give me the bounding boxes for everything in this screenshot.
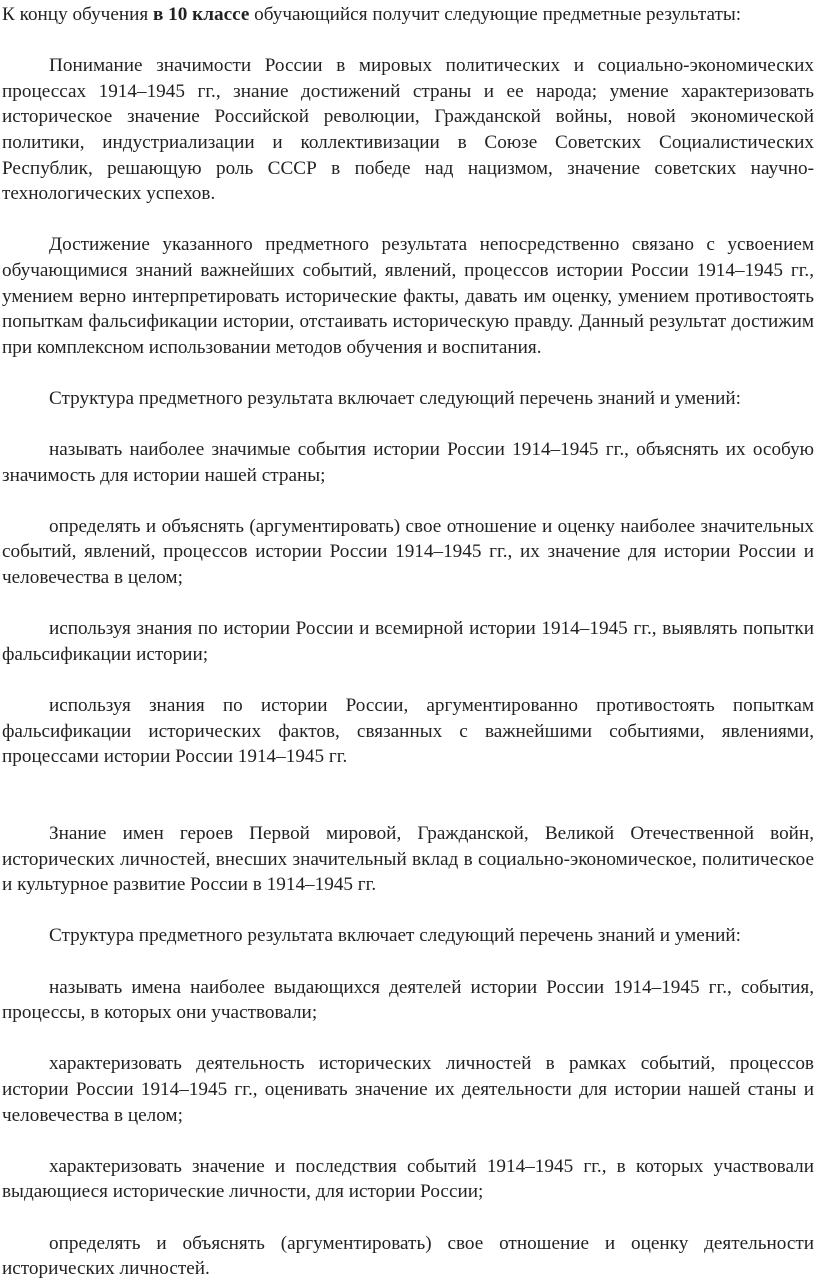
intro-bold-grade: в 10 классе [153,4,250,25]
list-item-counter-falsification: используя знания по истории России, аргументированно противостоять попыткам фальсификации исторических фактов, связанных с важнейшими событиями, явлениями, процессами истории России 1914–1945 гг. [2,695,814,768]
paragraph-structure-heading-1: Структура предметного результата включает следующий перечень знаний и умений: [49,387,741,409]
paragraph-heroes-knowledge: Знание имен героев Первой мировой, Гражданской, Великой Отечественной войн, исторических личностей, внесших значительный вклад в социально-экономическое, политическое и культурное развитие России в 1914–1945 гг. [2,823,814,896]
document-page [2,2,814,1282]
intro-line [2,2,814,28]
list-item-name-events: называть наиболее значимые события истории России 1914–1945 гг., объяснять их особую значимость для истории нашей страны; [2,439,814,486]
intro-suffix: обучающийся получит следующие предметные результаты: [249,4,742,25]
list-item-detect-falsification: используя знания по истории России и всемирной истории 1914–1945 гг., выявлять попытки фальсификации истории; [2,618,814,665]
list-item-define-attitude: определять и объяснять (аргументировать) свое отношение и оценку наиболее значительных событий, явлений, процессов истории России 1914–1945 гг., их значение для истории России и человечества в целом; [2,515,814,589]
intro-prefix: К концу обучения [2,4,154,25]
list-item-name-figures: называть имена наиболее выдающихся деятелей истории России 1914–1945 гг., события, процессы, в которых они участвовали; [2,976,814,1024]
paragraph-achievement: Достижение указанного предметного результата непосредственно связано с усвоением обучающимися знаний важнейших событий, явлений, процессов истории России 1914–1945 гг., умением верно интерпретировать исторические факты, давать им оценку, умением противостоять попыткам фальсификации истории, отстаивать историческую правду. Данный результат достижим при комплексном использовании методов обучения и воспитания. [2,234,814,358]
paragraph-structure-heading-2: Структура предметного результата включает следующий перечень знаний и умений: [49,925,741,947]
list-item-characterize-activity: характеризовать деятельность исторических личностей в рамках событий, процессов истории России 1914–1945 гг., оценивать значение их деятельности для истории нашей станы и человечества в целом; [2,1053,814,1126]
paragraph-significance: Понимание значимости России в мировых политических и социально-экономических процессах 1914–1945 гг., знание достижений страны и ее народа; умение характеризовать историческое значение Российской революции, Гражданской войны, новой экономической политики, индустриализации и коллективизации в Союзе Советских Социалистических Республик, решающую роль СССР в победе над нацизмом, значение советских научно-технологических успехов. [2,55,814,205]
list-item-evaluate-personalities: определять и объяснять (аргументировать) свое отношение и оценку деятельности исторических личностей. [2,1232,814,1280]
list-item-characterize-consequences: характеризовать значение и последствия событий 1914–1945 гг., в которых участвовали выдающиеся исторические личности, для истории России; [2,1155,814,1203]
